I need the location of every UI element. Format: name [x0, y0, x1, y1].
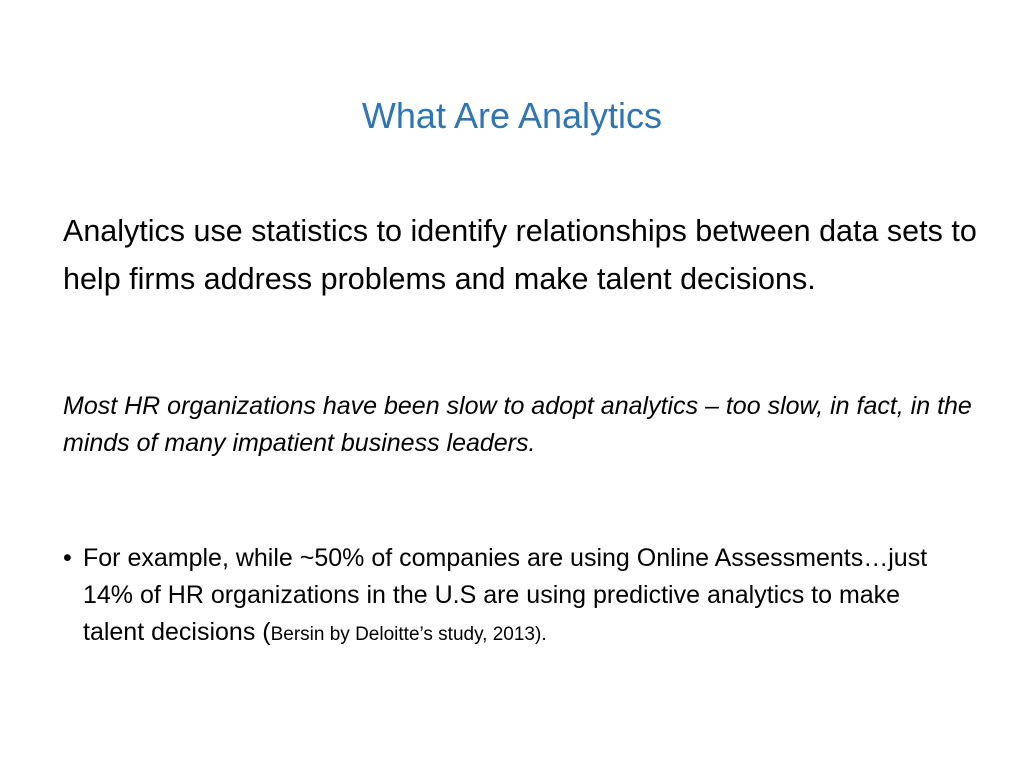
- italic-paragraph: Most HR organizations have been slow to adopt analytics – too slow, in fact, in the minds of many impatient business leaders.: [63, 392, 972, 457]
- bullet-icon: •: [63, 544, 72, 572]
- bullet-citation: Bersin by Deloitte’s study, 2013).: [270, 624, 547, 645]
- body-paragraph: Analytics use statistics to identify relationships between data sets to help firms address problems and make talent decisions.: [63, 214, 977, 296]
- bullet-text: For example, while ~50% of companies are using Online Assessments…just 14% of HR organizations in the U.S are using predictive analytics to make talent decisions (: [83, 544, 928, 646]
- bullet-list: [63, 540, 963, 653]
- list-item: [63, 540, 963, 653]
- slide-title: What Are Analytics: [361, 95, 663, 136]
